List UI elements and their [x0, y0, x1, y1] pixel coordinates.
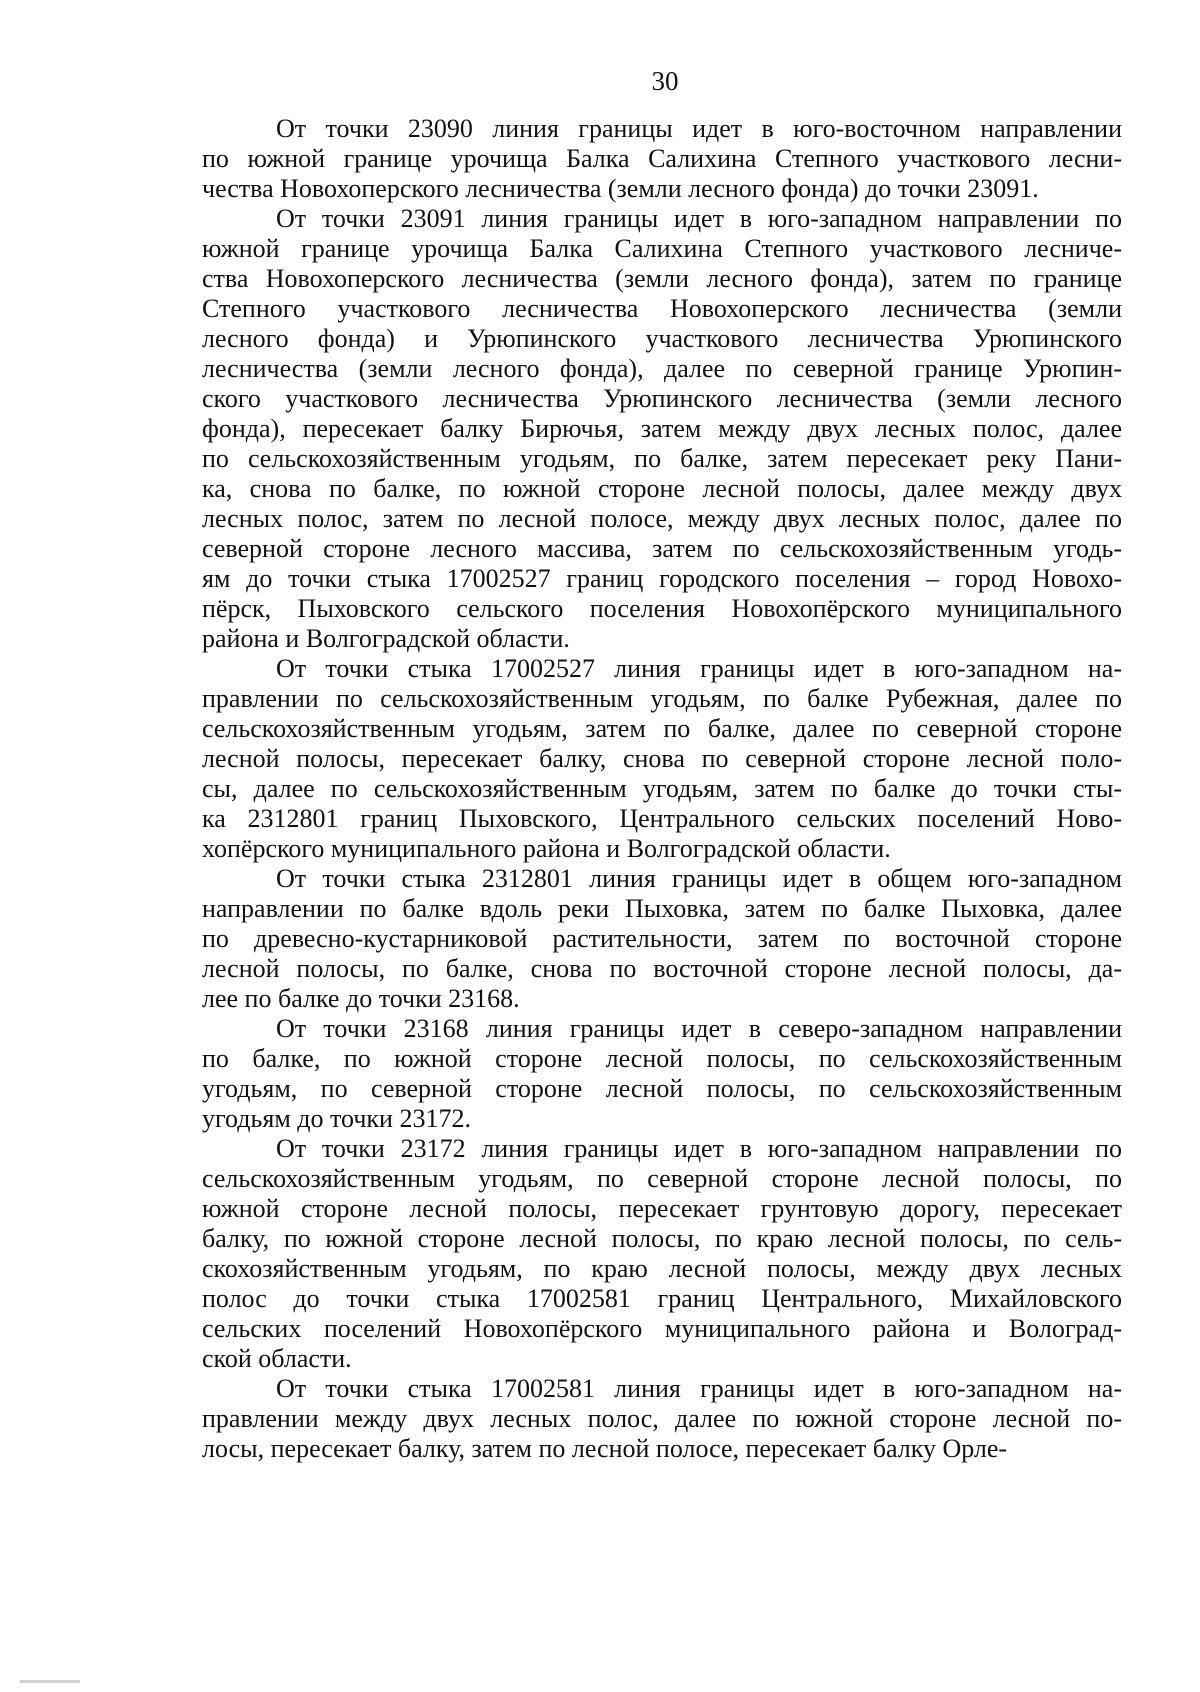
text-line: лее по балке до точки 23168.	[202, 984, 520, 1013]
page-number: 30	[651, 66, 679, 96]
paragraph	[202, 1134, 1122, 1374]
text-line: по балке, по южной стороне лесной полосы, по сельскохозяйственным	[202, 1044, 1122, 1073]
text-line: северной стороне лесного массива, затем по сельскохозяйственным угодь-	[202, 534, 1122, 563]
text-line: ства Новохоперского лесничества (земли лесного фонда), затем по границе	[202, 264, 1122, 293]
text-line: ка 2312801 границ Пыховского, Центрального сельских поселений Ново-	[202, 804, 1122, 833]
text-line: Степного участкового лесничества Новохоперского лесничества (земли	[202, 294, 1122, 323]
scan-artifact	[20, 1680, 80, 1683]
text-line: сельскохозяйственным угодьям, по северной стороне лесной полосы, по	[202, 1164, 1122, 1193]
text-line: по древесно-кустарниковой растительности, затем по восточной стороне	[202, 924, 1122, 953]
paragraph	[202, 864, 1122, 1014]
text-line: угодьям до точки 23172.	[202, 1104, 471, 1133]
text-line: по сельскохозяйственным угодьям, по балке, затем пересекает реку Пани-	[202, 444, 1122, 473]
text-line: южной стороне лесной полосы, пересекает грунтовую дорогу, пересекает	[202, 1194, 1122, 1223]
text-line: От точки 23172 линия границы идет в юго-западном направлении по	[276, 1134, 1122, 1163]
paragraph	[202, 1374, 1122, 1464]
text-line: лесной полосы, по балке, снова по восточной стороне лесной полосы, да-	[202, 954, 1122, 983]
paragraph	[202, 114, 1122, 204]
document-body	[202, 114, 1122, 1464]
text-line: лесных полос, затем по лесной полосе, между двух лесных полос, далее по	[202, 504, 1122, 533]
text-line: От точки 23090 линия границы идет в юго-восточном направлении	[276, 114, 1122, 143]
text-line: хопёрского муниципального района и Волгоградской области.	[202, 834, 891, 863]
text-line: ской области.	[202, 1344, 352, 1373]
text-line: От точки 23168 линия границы идет в северо-западном направлении	[276, 1014, 1122, 1043]
text-line: От точки стыка 2312801 линия границы идет в общем юго-западном	[276, 864, 1122, 893]
text-line: лосы, пересекает балку, затем по лесной полосе, пересекает балку Орле-	[202, 1434, 1008, 1463]
paragraph	[202, 654, 1122, 864]
text-line: ям до точки стыка 17002527 границ городского поселения – город Новохо-	[202, 564, 1122, 593]
text-line: по южной границе урочища Балка Салихина Степного участкового лесни-	[202, 144, 1122, 173]
text-line: направлении по балке вдоль реки Пыховка, затем по балке Пыховка, далее	[202, 894, 1122, 923]
text-line: сельскохозяйственным угодьям, затем по балке, далее по северной стороне	[202, 714, 1122, 743]
text-line: пёрск, Пыховского сельского поселения Новохопёрского муниципального	[202, 594, 1122, 623]
text-line: От точки стыка 17002581 линия границы идет в юго-западном на-	[276, 1374, 1122, 1403]
text-line: фонда), пересекает балку Бирючья, затем между двух лесных полос, далее	[202, 414, 1122, 443]
text-line: От точки 23091 линия границы идет в юго-западном направлении по	[276, 204, 1122, 233]
text-line: южной границе урочища Балка Салихина Степного участкового лесниче-	[202, 234, 1122, 263]
text-line: балку, по южной стороне лесной полосы, по краю лесной полосы, по сель-	[202, 1224, 1122, 1253]
text-line: От точки стыка 17002527 линия границы идет в юго-западном на-	[276, 654, 1122, 683]
text-line: лесного фонда) и Урюпинского участкового лесничества Урюпинского	[202, 324, 1122, 353]
text-line: сельских поселений Новохопёрского муниципального района и Волоград-	[202, 1314, 1122, 1343]
text-line: чества Новохоперского лесничества (земли лесного фонда) до точки 23091.	[202, 174, 1039, 203]
text-line: полос до точки стыка 17002581 границ Центрального, Михайловского	[202, 1284, 1122, 1313]
text-line: ского участкового лесничества Урюпинского лесничества (земли лесного	[202, 384, 1122, 413]
text-line: правлении между двух лесных полос, далее по южной стороне лесной по-	[202, 1404, 1122, 1433]
text-line: скохозяйственным угодьям, по краю лесной полосы, между двух лесных	[202, 1254, 1122, 1283]
paragraph	[202, 204, 1122, 654]
text-line: ка, снова по балке, по южной стороне лесной полосы, далее между двух	[202, 474, 1122, 503]
text-line: сы, далее по сельскохозяйственным угодьям, затем по балке до точки сты-	[202, 774, 1122, 803]
text-line: угодьям, по северной стороне лесной полосы, по сельскохозяйственным	[202, 1074, 1122, 1103]
text-line: лесничества (земли лесного фонда), далее по северной границе Урюпин-	[202, 354, 1122, 383]
text-line: района и Волгоградской области.	[202, 624, 570, 653]
text-line: лесной полосы, пересекает балку, снова по северной стороне лесной поло-	[202, 744, 1122, 773]
text-line: правлении по сельскохозяйственным угодьям, по балке Рубежная, далее по	[202, 684, 1122, 713]
paragraph	[202, 1014, 1122, 1134]
